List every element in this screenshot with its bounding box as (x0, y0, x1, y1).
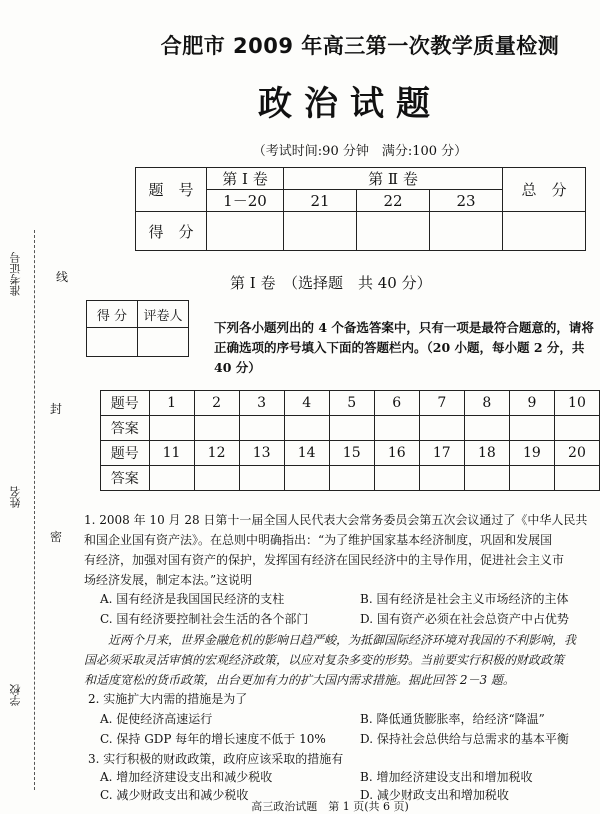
q3-stem: 3. 实行积极的财政政策，政府应该采取的措施有 (88, 752, 344, 766)
question-number-cell: 13 (239, 441, 284, 466)
answer-input-cell[interactable] (194, 416, 239, 441)
question-number-cell: 14 (284, 441, 329, 466)
q1-option-d: D. 国有资产必须在社会总资产中占优势 (360, 612, 569, 626)
material-passage (84, 630, 600, 690)
question-number-cell: 5 (329, 391, 374, 416)
material-line: 国必须采取灵活审慎的宏观经济政策，以应对复杂多变的形势。当前要实行积极的财政政策 (84, 653, 565, 667)
q1-stem-line: 1. 2008 年 10 月 28 日第十一届全国人民代表大会常务委员会第五次会议通过了《中华人民共 (84, 513, 588, 527)
answer-input-cell[interactable] (329, 416, 374, 441)
q1-stem (84, 510, 600, 590)
score-table-col-21: 21 (284, 190, 357, 212)
instructions: 下列各小题列出的 4 个备选答案中，只有一项是最符合题意的，请将正确选项的序号填入下面的答题栏内。（20 小题，每小题 2 分，共 40 分） (214, 320, 594, 375)
binding-dash-line (34, 230, 35, 790)
score-table-col-22: 22 (357, 190, 430, 212)
question-number-cell: 4 (284, 391, 329, 416)
page-footer: 高三政治试题 第 1 页(共 6 页) (251, 800, 409, 813)
answer-input-cell[interactable] (329, 466, 374, 491)
question-number-cell: 3 (239, 391, 284, 416)
answer-input-cell[interactable] (194, 466, 239, 491)
answer-table-daan-label: 答案 (101, 416, 150, 441)
question-number-cell: 16 (374, 441, 419, 466)
score-table-col-1-20: 1－20 (207, 190, 284, 212)
answer-input-cell[interactable] (464, 466, 509, 491)
grader-reviewer-label: 评卷人 (138, 301, 189, 328)
answer-input-cell[interactable] (554, 466, 599, 491)
answer-table-tihao-label: 题号 (101, 441, 150, 466)
grader-score-cell[interactable] (87, 328, 138, 357)
score-table-defen-label: 得 分 (136, 212, 207, 251)
q1-stem-line: 有经济，加强对国有资产的保护，发挥国有经济在国民经济中的主导作用，促进社会主义市 (84, 553, 565, 567)
answer-input-cell[interactable] (419, 416, 464, 441)
score-table-header-part2: 第 Ⅱ 卷 (284, 168, 503, 190)
q3-option-c: C. 减少财政支出和减少税收 (100, 788, 249, 802)
answer-table-daan-label: 答案 (101, 466, 150, 491)
grader-reviewer-cell[interactable] (138, 328, 189, 357)
side-xingming-label: 姓名 (9, 486, 22, 508)
q2-stem: 2. 实施扩大内需的措施是为了 (88, 692, 248, 706)
score-cell[interactable] (207, 212, 284, 251)
question-number-cell: 1 (149, 391, 194, 416)
q2-option-d: D. 保持社会总供给与总需求的基本平衡 (360, 732, 569, 746)
answer-input-cell[interactable] (284, 416, 329, 441)
score-table (135, 167, 586, 251)
answer-input-cell[interactable] (554, 416, 599, 441)
q2-option-c: C. 保持 GDP 每年的增长速度不低于 10% (100, 732, 326, 746)
grader-box (86, 300, 189, 357)
q3-option-a: A. 增加经济建设支出和减少税收 (100, 770, 273, 784)
question-number-cell: 8 (464, 391, 509, 416)
question-number-cell: 15 (329, 441, 374, 466)
question-number-cell: 20 (554, 441, 599, 466)
q1-option-a: A. 国有经济是我国国民经济的支柱 (100, 592, 285, 606)
score-cell[interactable] (284, 212, 357, 251)
material-line: 和适度宽松的货币政策，出台更加有力的扩大国内需求措施。据此回答 2－3 题。 (84, 673, 515, 687)
side-xuexiao-label: 学校 (9, 684, 22, 706)
answer-input-cell[interactable] (374, 416, 419, 441)
answer-input-cell[interactable] (509, 416, 554, 441)
answer-input-cell[interactable] (149, 466, 194, 491)
q1-stem-line: 场经济发展，制定本法。”这说明 (84, 573, 253, 587)
answer-input-cell[interactable] (149, 416, 194, 441)
q1-stem-line: 和国企业国有资产法》。在总则中明确指出：“为了维护国家基本经济制度，巩固和发展国 (84, 533, 553, 547)
subject-title: 政治试题 (258, 84, 442, 124)
score-table-header-part1: 第 I 卷 (207, 168, 284, 190)
answer-input-cell[interactable] (419, 466, 464, 491)
answer-table-tihao-label: 题号 (101, 391, 150, 416)
answer-input-cell[interactable] (239, 466, 284, 491)
section-heading: 第 I 卷 （选择题 共 40 分） (230, 274, 432, 292)
question-number-cell: 12 (194, 441, 239, 466)
side-zhunkao-label: 准考证号 (9, 252, 22, 296)
q1-option-c: C. 国有经济要控制社会生活的各个部门 (100, 612, 309, 626)
answer-input-cell[interactable] (284, 466, 329, 491)
q1-option-b: B. 国有经济是社会主义市场经济的主体 (360, 592, 569, 606)
score-cell[interactable] (357, 212, 430, 251)
q3-option-b: B. 增加经济建设支出和增加税收 (360, 770, 533, 784)
side-mi-label: 密 (50, 530, 63, 544)
answer-table (100, 390, 600, 491)
side-feng-label: 封 (50, 402, 63, 416)
question-number-cell: 18 (464, 441, 509, 466)
question-number-cell: 19 (509, 441, 554, 466)
answer-input-cell[interactable] (509, 466, 554, 491)
score-table-header-total: 总 分 (503, 168, 586, 212)
question-number-cell: 6 (374, 391, 419, 416)
side-xian-label: 线 (56, 270, 69, 284)
score-table-col-23: 23 (430, 190, 503, 212)
grader-score-label: 得 分 (87, 301, 138, 328)
answer-input-cell[interactable] (374, 466, 419, 491)
q2-option-a: A. 促使经济高速运行 (100, 712, 213, 726)
q2-option-b: B. 降低通货膨胀率，给经济“降温” (360, 712, 545, 726)
score-cell[interactable] (430, 212, 503, 251)
q3-option-d: D. 减少财政支出和增加税收 (360, 788, 509, 802)
answer-input-cell[interactable] (239, 416, 284, 441)
material-line: 近两个月来，世界金融危机的影响日趋严峻，为抵御国际经济环境对我国的不利影响，我 (108, 633, 577, 647)
score-cell[interactable] (503, 212, 586, 251)
question-number-cell: 11 (149, 441, 194, 466)
time-info: （考试时间:90 分钟 满分:100 分） (252, 144, 468, 159)
question-number-cell: 7 (419, 391, 464, 416)
question-number-cell: 17 (419, 441, 464, 466)
question-number-cell: 9 (509, 391, 554, 416)
question-number-cell: 2 (194, 391, 239, 416)
exam-title: 合肥市 2009 年高三第一次教学质量检测 (160, 34, 560, 58)
question-number-cell: 10 (554, 391, 599, 416)
score-table-header-tihao: 题 号 (136, 168, 207, 212)
answer-input-cell[interactable] (464, 416, 509, 441)
